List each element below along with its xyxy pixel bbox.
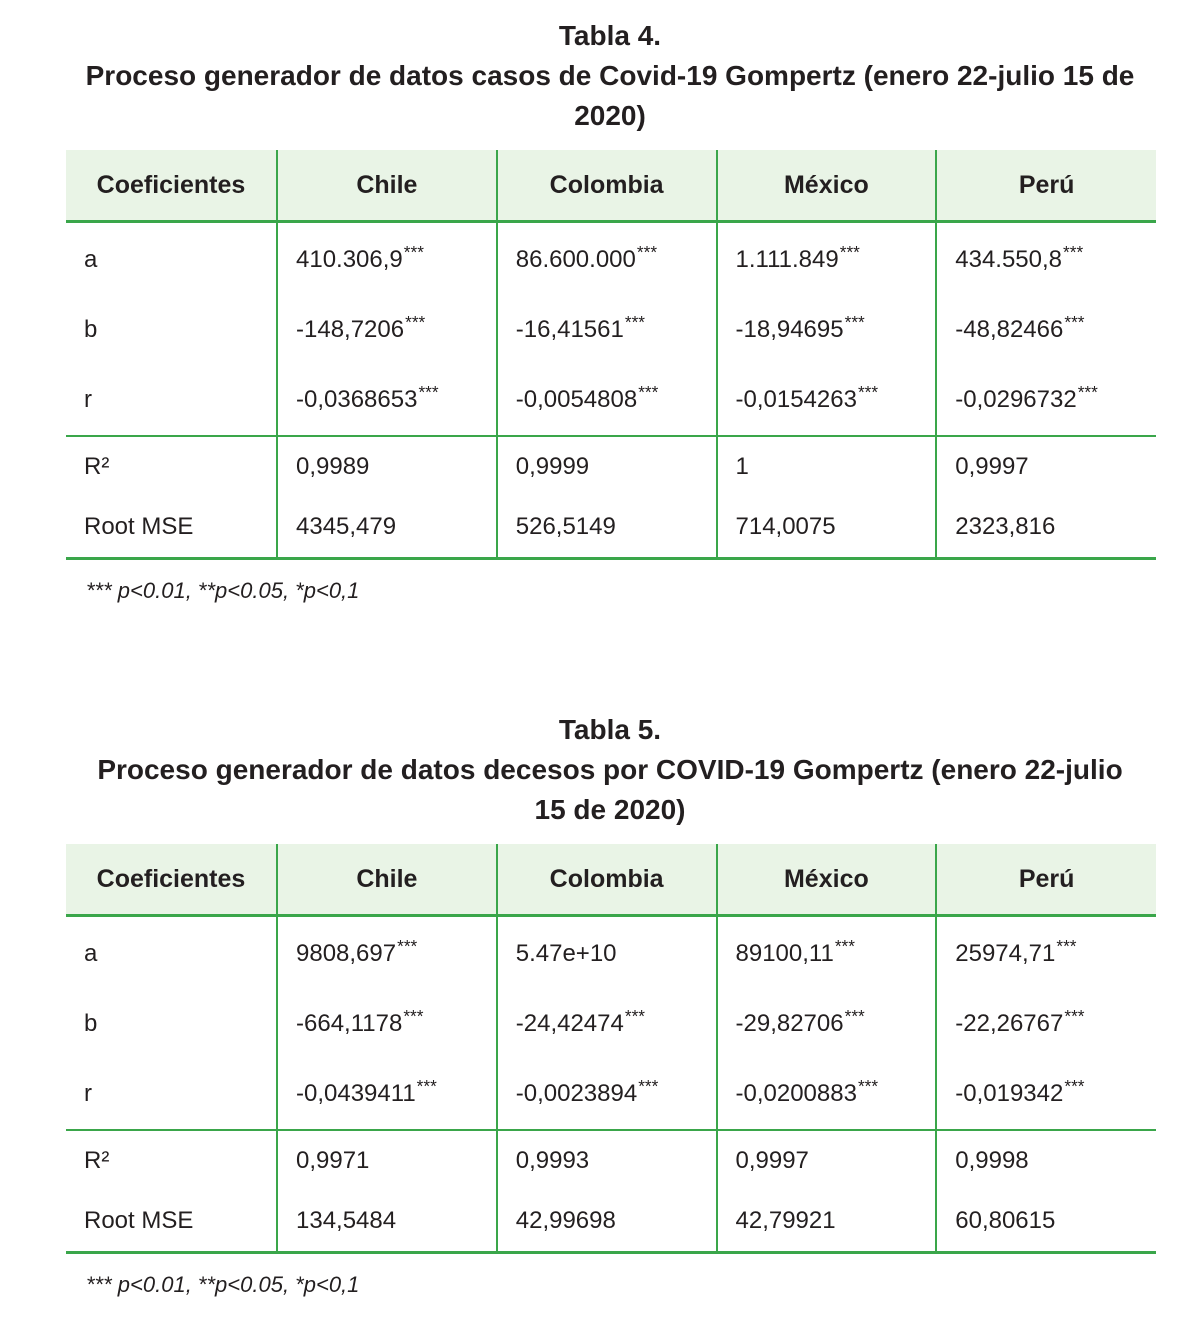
table-row-r	[66, 1059, 1156, 1130]
cell-peru: 2323,816	[936, 497, 1156, 559]
cell-value: -29,82706	[735, 1010, 844, 1037]
cell-value: 86.600.000	[515, 246, 636, 273]
cell-chile	[277, 989, 497, 1059]
cell-mexico: 0,9997	[717, 1130, 937, 1191]
header-peru: Perú	[936, 844, 1156, 916]
row-label: r	[66, 365, 277, 436]
cell-mexico	[717, 222, 937, 296]
significance-stars: ***	[1064, 311, 1085, 332]
cell-mexico	[717, 365, 937, 436]
row-label: r	[66, 1059, 277, 1130]
table-5-title-line-2: 15 de 2020)	[534, 794, 686, 825]
cell-chile: 0,9971	[277, 1130, 497, 1191]
cell-value: -664,1178	[296, 1010, 403, 1037]
significance-stars: ***	[403, 1005, 424, 1026]
table-row-a	[66, 222, 1156, 296]
cell-colombia	[497, 916, 717, 990]
header-mexico: México	[717, 150, 937, 222]
table-row-r-squared	[66, 436, 1156, 497]
significance-stars: ***	[638, 381, 659, 402]
table-4-significance-note: *** p<0.01, **p<0.05, *p<0,1	[86, 578, 360, 603]
cell-peru	[936, 989, 1156, 1059]
significance-stars: ***	[857, 1075, 879, 1096]
cell-value: 434.550,8	[955, 246, 1063, 273]
cell-value: -0,0023894	[515, 1080, 638, 1107]
cell-colombia	[497, 989, 717, 1059]
cell-mexico: 42,79921	[717, 1191, 937, 1253]
cell-value: 25974,71	[955, 940, 1056, 967]
significance-stars: ***	[405, 311, 426, 332]
table-4-title-line-1: Proceso generador de datos casos de Covid-19 Gompertz (enero 22-julio 15 de	[85, 60, 1135, 91]
cell-value: -148,7206	[296, 316, 405, 343]
table-row-root-mse	[66, 497, 1156, 559]
cell-value: -0,0054808	[515, 386, 638, 413]
cell-value: -16,41561	[515, 316, 624, 343]
significance-stars: ***	[624, 1005, 646, 1026]
header-peru: Perú	[936, 150, 1156, 222]
significance-stars: ***	[834, 935, 855, 956]
header-chile: Chile	[277, 150, 497, 222]
cell-peru	[936, 222, 1156, 296]
cell-colombia	[497, 222, 717, 296]
table-5-caption	[60, 710, 1160, 830]
cell-value: -48,82466	[955, 316, 1064, 343]
cell-mexico	[717, 989, 937, 1059]
cell-value: -0,019342	[955, 1080, 1064, 1107]
significance-stars: ***	[839, 241, 860, 262]
cell-chile: 0,9989	[277, 436, 497, 497]
table-row-r-squared	[66, 1130, 1156, 1191]
table-4	[66, 150, 1156, 560]
cell-peru	[936, 1059, 1156, 1130]
cell-colombia: 526,5149	[497, 497, 717, 559]
cell-peru: 0,9998	[936, 1130, 1156, 1191]
header-chile: Chile	[277, 844, 497, 916]
table-row-a	[66, 916, 1156, 990]
significance-stars: ***	[403, 241, 424, 262]
cell-colombia: 0,9993	[497, 1130, 717, 1191]
cell-chile: 4345,479	[277, 497, 497, 559]
row-label: R²	[84, 453, 110, 480]
cell-mexico: 714,0075	[717, 497, 937, 559]
cell-value: 9808,697	[296, 940, 397, 967]
header-coeficientes: Coeficientes	[66, 150, 277, 222]
table-header-row	[66, 150, 1156, 222]
cell-chile	[277, 1059, 497, 1130]
cell-value: -0,0200883	[735, 1080, 857, 1107]
cell-mexico	[717, 916, 937, 990]
cell-colombia: 42,99698	[497, 1191, 717, 1253]
header-coeficientes: Coeficientes	[66, 844, 277, 916]
cell-peru: 60,80615	[936, 1191, 1156, 1253]
significance-stars: ***	[624, 311, 646, 332]
row-label: a	[84, 940, 98, 967]
header-colombia: Colombia	[497, 150, 717, 222]
cell-mexico	[717, 295, 937, 365]
cell-colombia	[497, 365, 717, 436]
row-label: a	[84, 246, 98, 273]
table-4-caption	[60, 16, 1160, 136]
row-label: Root MSE	[66, 497, 277, 559]
cell-peru	[936, 365, 1156, 436]
cell-value: -0,0368653	[296, 386, 418, 413]
cell-mexico: 1	[717, 436, 937, 497]
table-header-row	[66, 844, 1156, 916]
cell-chile	[277, 365, 497, 436]
header-colombia: Colombia	[497, 844, 717, 916]
cell-value: -0,0439411	[296, 1080, 416, 1107]
significance-stars: ***	[636, 241, 658, 262]
cell-chile: 134,5484	[277, 1191, 497, 1253]
significance-stars: ***	[397, 935, 418, 956]
cell-value: -0,0296732	[955, 386, 1077, 413]
significance-stars: ***	[844, 1005, 865, 1026]
significance-stars: ***	[418, 381, 439, 402]
cell-chile	[277, 222, 497, 296]
cell-value: -24,42474	[515, 1010, 624, 1037]
significance-stars: ***	[1064, 1075, 1085, 1096]
significance-stars: ***	[1064, 1005, 1085, 1026]
cell-value: -22,26767	[955, 1010, 1064, 1037]
table-row-b	[66, 295, 1156, 365]
significance-stars: ***	[857, 381, 879, 402]
cell-chile	[277, 295, 497, 365]
cell-chile	[277, 916, 497, 990]
cell-value: 89100,11	[735, 940, 834, 967]
significance-stars: ***	[1056, 935, 1077, 956]
table-5-title-line-1: Proceso generador de datos decesos por COVID-19 Gompertz (enero 22-julio	[97, 754, 1123, 785]
cell-peru	[936, 295, 1156, 365]
cell-mexico	[717, 1059, 937, 1130]
table-row-b	[66, 989, 1156, 1059]
cell-value: 1.111.849	[735, 246, 839, 273]
table-5-number: Tabla 5.	[558, 714, 662, 745]
row-label: b	[84, 316, 98, 343]
cell-colombia: 0,9999	[497, 436, 717, 497]
cell-value: 5.47e+10	[515, 940, 617, 967]
table-row-r	[66, 365, 1156, 436]
cell-value: -18,94695	[735, 316, 844, 343]
cell-value: 410.306,9	[296, 246, 403, 273]
row-label: R²	[84, 1147, 110, 1174]
cell-colombia	[497, 1059, 717, 1130]
table-4-number: Tabla 4.	[558, 20, 662, 51]
significance-stars: ***	[1063, 241, 1084, 262]
cell-colombia	[497, 295, 717, 365]
significance-stars: ***	[416, 1075, 437, 1096]
significance-stars: ***	[638, 1075, 659, 1096]
table-4-title-line-2: 2020)	[574, 100, 646, 131]
cell-peru: 0,9997	[936, 436, 1156, 497]
row-label: Root MSE	[66, 1191, 277, 1253]
table-row-root-mse	[66, 1191, 1156, 1253]
significance-stars: ***	[1077, 381, 1098, 402]
cell-value: -0,0154263	[735, 386, 857, 413]
row-label: b	[84, 1010, 98, 1037]
header-mexico: México	[717, 844, 937, 916]
cell-peru	[936, 916, 1156, 990]
table-5	[66, 844, 1156, 1254]
significance-stars: ***	[844, 311, 865, 332]
table-5-significance-note: *** p<0.01, **p<0.05, *p<0,1	[86, 1272, 360, 1297]
